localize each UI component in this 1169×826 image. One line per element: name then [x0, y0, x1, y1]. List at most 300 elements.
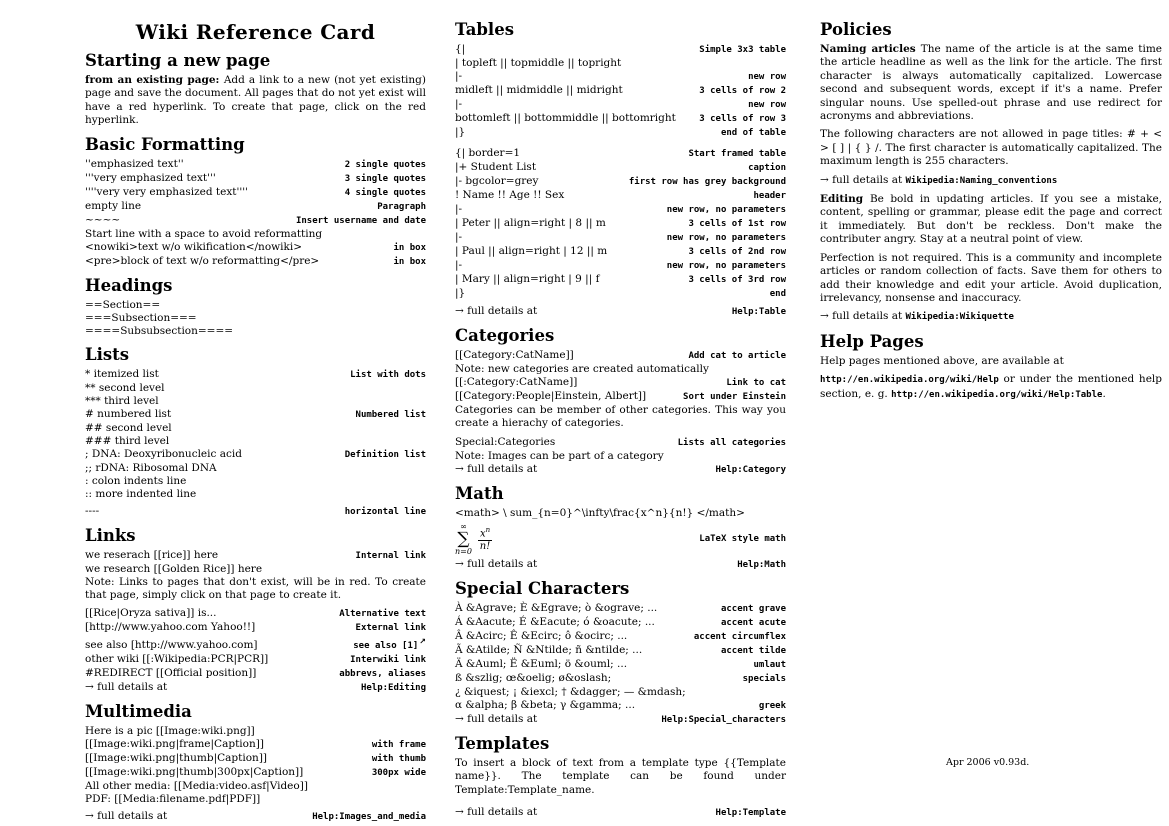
wiki-syntax: [[:Category:CatName]] [455, 376, 578, 388]
wiki-syntax: Á &Aacute; É &Eacute; ó &oacute; ... [455, 615, 655, 628]
row-label [694, 631, 786, 644]
wiki-syntax: [[Image:wiki.png|thumb|Caption]] [85, 752, 268, 765]
reference-row [85, 635, 426, 653]
reference-row [455, 616, 786, 630]
wiki-syntax: |- [455, 231, 463, 243]
reference-row [85, 422, 426, 435]
wiki-syntax: Ä &Auml; Ë &Euml; ö &ouml; ... [455, 657, 628, 670]
wiki-syntax: All other media: [[Media:video.asf|Video]] [85, 780, 308, 793]
row-label [372, 753, 426, 766]
wiki-syntax: ====Subsubsection==== [85, 324, 234, 337]
reference-row [85, 462, 426, 475]
wiki-syntax: → full details at [455, 305, 538, 317]
wiki-syntax: midleft || midmiddle || midright [455, 84, 623, 96]
wiki-syntax: |- [455, 70, 463, 82]
section-heading: Starting a new page [85, 51, 271, 70]
external-link-icon: ↗ [419, 637, 426, 647]
row-label [361, 682, 426, 695]
paragraph [820, 252, 1162, 306]
row-label [345, 159, 426, 172]
section-heading: Categories [455, 326, 555, 345]
row-label [748, 99, 786, 112]
reference-row [85, 186, 426, 200]
reference-row [455, 161, 786, 175]
reference-row [85, 448, 426, 462]
wiki-syntax: see also [http://www.yahoo.com] [85, 639, 258, 652]
reference-row [455, 70, 786, 84]
paragraph [455, 757, 786, 797]
wiki-syntax: |- [455, 203, 463, 215]
wiki-syntax: ;; rDNA: Ribosomal DNA [85, 461, 217, 474]
reference-row [455, 713, 786, 727]
row-label-text: Sort under Einstein [683, 392, 786, 402]
paragraph [85, 576, 426, 603]
row-label-text: new row, no parameters [666, 205, 786, 215]
section-heading: Tables [455, 20, 514, 39]
reference-row [455, 686, 786, 699]
section-heading: Templates [455, 733, 550, 753]
row-label [688, 148, 786, 161]
paragraph [820, 310, 1162, 324]
row-label-text: greek [758, 700, 786, 711]
wiki-syntax: ''emphasized text'' [85, 157, 184, 170]
reference-row [455, 390, 786, 404]
wiki-syntax: ; DNA: Deoxyribonucleic acid [85, 447, 242, 460]
wiki-syntax: #REDIRECT [[Official position]] [85, 667, 257, 680]
wiki-syntax: Â &Acirc; Ê &Ecirc; ô &ocirc; ... [455, 629, 628, 642]
reference-row [455, 558, 786, 572]
row-label-text: List with dots [350, 369, 426, 380]
math-formula-row [455, 523, 786, 556]
reference-row [455, 84, 786, 98]
reference-row [85, 653, 426, 667]
row-label-text: Help:Special_characters [661, 714, 786, 725]
wiki-syntax: | Mary || align=right | 9 || f [455, 273, 600, 285]
row-label [678, 437, 786, 450]
row-label [726, 377, 786, 390]
reference-row [455, 57, 786, 70]
row-label [377, 201, 426, 214]
row-label [296, 215, 426, 228]
row-label-text: umlaut [753, 659, 786, 670]
reference-row [455, 43, 786, 57]
wiki-syntax: [[Category:People|Einstein, Albert]] [455, 390, 647, 402]
version-stamp: Apr 2006 v0.93d. [946, 757, 1030, 768]
row-label-text: 3 cells of 1st row [688, 219, 786, 229]
row-label [372, 767, 426, 780]
sigma-symbol: ∑ [457, 528, 470, 549]
paragraph [455, 404, 786, 431]
wiki-syntax: Note: new categories are created automatically [455, 363, 709, 375]
row-label [345, 173, 426, 186]
row-label [345, 506, 426, 519]
wiki-syntax: PDF: [[Media:filename.pdf|PDF]] [85, 793, 261, 806]
row-label-text: Help:Template [715, 808, 786, 819]
text-run: Naming articles [820, 43, 921, 55]
reference-row [85, 488, 426, 501]
row-label [353, 635, 426, 653]
row-label-text: accent grave [720, 603, 786, 614]
wiki-syntax: | topleft || topmiddle || topright [455, 57, 622, 69]
row-label-text: new row [748, 100, 786, 110]
row-label-text: Add cat to article [688, 351, 786, 361]
row-label-text: 3 cells of row 3 [699, 114, 786, 124]
numerator-base: x [479, 528, 486, 540]
column-right [820, 20, 1162, 812]
wiki-syntax: [[Image:wiki.png|thumb|300px|Caption]] [85, 766, 304, 779]
wiki-syntax: α &alpha; β &beta; γ &gamma; ... [455, 698, 636, 711]
row-label [716, 464, 786, 477]
wiki-syntax: |- bgcolor=grey [455, 175, 539, 187]
reference-row [455, 287, 786, 301]
row-label-text: see also [1] [353, 641, 419, 652]
wiki-syntax: : colon indents line [85, 474, 187, 487]
reference-row [85, 408, 426, 422]
reference-row [85, 766, 426, 780]
reference-row [455, 363, 786, 376]
reference-row [455, 450, 786, 463]
reference-row [455, 376, 786, 390]
inline-code: http://en.wikipedia.org/wiki/Help [820, 375, 999, 386]
section-heading: Multimedia [85, 702, 192, 722]
reference-row [85, 752, 426, 766]
row-label [721, 645, 786, 658]
row-label [372, 739, 426, 752]
row-label-text: first row has grey background [628, 177, 786, 187]
wiki-syntax: ---- [85, 504, 100, 517]
wiki-syntax: empty line [85, 199, 142, 212]
section-heading: Links [85, 525, 136, 545]
row-label [350, 369, 426, 382]
text-run: Add a link to a new (not yet existing) page and save the document. All pages that do not yet exist will have a red hyperlink. To create that page, click on the red hyperlink. [85, 74, 426, 127]
row-label-text: new row, no parameters [666, 261, 786, 271]
summation [455, 523, 472, 556]
wiki-syntax: Ã &Atilde; Ñ &Ntilde; ñ &ntilde; ... [455, 643, 643, 656]
section-heading: Headings [85, 275, 173, 295]
reference-row [455, 602, 786, 616]
reference-row [85, 667, 426, 681]
wiki-syntax: {| [455, 43, 466, 55]
inline-code: http://en.wikipedia.org/wiki/Help:Table [891, 389, 1103, 400]
reference-row [455, 217, 786, 231]
row-label [699, 113, 786, 126]
reference-row [85, 738, 426, 752]
wiki-syntax: |- [455, 98, 463, 110]
row-label-text: LaTeX style math [699, 533, 786, 544]
reference-row [85, 563, 426, 576]
wiki-syntax: |- [455, 259, 463, 271]
row-label [688, 350, 786, 363]
row-label [699, 533, 786, 546]
reference-row [455, 349, 786, 363]
reference-row [85, 382, 426, 395]
row-label-text: 3 single quotes [344, 173, 426, 184]
page-title: Wiki Reference Card [135, 20, 376, 44]
reference-row [455, 175, 786, 189]
wiki-syntax: ==Section== [85, 298, 161, 311]
wiki-syntax: ! Name !! Age !! Sex [455, 189, 565, 201]
column-left [85, 20, 426, 824]
row-label-text: 4 single quotes [344, 187, 426, 198]
row-label-text: Help:Math [737, 559, 786, 570]
reference-row [85, 607, 426, 621]
reference-row [85, 681, 426, 695]
section-heading: Help Pages [820, 331, 924, 351]
row-label [667, 260, 786, 273]
reference-row [455, 305, 786, 319]
denominator: n! [479, 540, 491, 552]
row-label-text: Numbered list [355, 409, 426, 420]
text-run: or under the mentioned help section, e. g. [820, 373, 1162, 400]
row-label [667, 232, 786, 245]
row-label [753, 659, 786, 672]
row-label [393, 256, 426, 269]
row-label [393, 242, 426, 255]
wiki-syntax: → full details at [455, 806, 538, 819]
row-label-text: Help:Images_and_media [312, 812, 426, 823]
row-label-text: Insert username and date [295, 215, 426, 226]
row-label-text: with thumb [371, 754, 426, 765]
text-run: . [1102, 387, 1106, 400]
reference-row [455, 630, 786, 644]
reference-row [85, 368, 426, 382]
reference-row [85, 299, 426, 312]
row-label-text: Simple 3x3 table [699, 45, 786, 55]
reference-row [455, 463, 786, 477]
wiki-syntax: [http://www.yahoo.com Yahoo!!] [85, 621, 256, 634]
row-label [356, 550, 426, 563]
row-label [312, 811, 426, 824]
row-label [356, 622, 426, 635]
reference-row [85, 228, 426, 241]
reference-row [85, 158, 426, 172]
row-label [699, 44, 786, 57]
row-label-text: 3 cells of 2nd row [688, 247, 786, 257]
numerator-exponent: n [485, 526, 491, 535]
row-label-text: end of table [720, 128, 786, 138]
reference-row [455, 203, 786, 217]
wiki-syntax: [[Rice|Oryza sativa]] is... [85, 607, 217, 620]
wiki-syntax: Special:Categories [455, 435, 556, 448]
reference-row [455, 507, 786, 520]
reference-row [85, 325, 426, 338]
reference-row [85, 505, 426, 519]
wiki-syntax: * itemized list [85, 367, 159, 380]
row-label [688, 246, 786, 259]
row-label-text: in box [393, 256, 426, 267]
text-run: Perfection is not required. This is a community and incomplete articles or random collection of facts. Save them for others to add their knowledge and edit your article. Avoid duplication, irrelevancy, nonsense and inaccuracy. [820, 251, 1162, 304]
row-label [345, 187, 426, 200]
row-label [743, 673, 786, 686]
row-label [732, 306, 786, 319]
reference-row [85, 725, 426, 738]
row-label-text: Help:Table [731, 307, 786, 317]
wiki-syntax: → full details at [455, 712, 538, 725]
paragraph [85, 74, 426, 128]
wiki-syntax: Note: Images can be part of a category [455, 449, 664, 462]
reference-row [455, 273, 786, 287]
row-label [350, 654, 426, 667]
reference-row [455, 436, 786, 450]
row-label [688, 218, 786, 231]
row-label-text: in box [393, 242, 426, 253]
row-label-text: Link to cat [726, 378, 786, 388]
reference-row [455, 699, 786, 713]
wiki-syntax: ===Subsection=== [85, 311, 197, 324]
text-run: → full details at [820, 310, 906, 323]
row-label [339, 668, 426, 681]
text-run: Be bold in updating articles. If you see a mistake, content, spelling or grammar, please edit the page and correct it immediately. But don't be reckless. Don't make the contributer angry. Stay at a neutral point of view. [820, 193, 1163, 246]
wiki-syntax: ~~~~ [85, 213, 121, 226]
wiki-syntax: [[Category:CatName]] [455, 349, 574, 361]
row-label-text: Definition list [344, 449, 426, 460]
section-heading: Lists [85, 344, 130, 364]
reference-row [85, 312, 426, 325]
wiki-syntax: <nowiki>text w/o wikification</nowiki> [85, 240, 302, 253]
wiki-syntax: À &Agrave; È &Egrave; ò &ograve; ... [455, 601, 658, 614]
reference-row [455, 806, 786, 820]
row-label-text: accent acute [720, 617, 786, 628]
section-heading: Policies [820, 20, 892, 39]
row-label-text: Internal link [355, 550, 426, 561]
paragraph [820, 174, 1162, 188]
text-run: Editing [820, 193, 870, 206]
row-label [721, 617, 786, 630]
row-label [748, 71, 786, 84]
wiki-syntax: | Paul || align=right | 12 || m [455, 245, 608, 257]
row-label [753, 190, 786, 203]
reference-row [455, 189, 786, 203]
row-label-text: accent circumflex [693, 631, 786, 642]
paragraph [820, 373, 1162, 402]
reference-row [85, 241, 426, 255]
wiki-syntax: |+ Student List [455, 161, 537, 173]
text-run: To insert a block of text from a template type {{Template name}}. The template can be found under Template:Template_name. [455, 756, 786, 796]
wiki-syntax: → full details at [455, 557, 538, 570]
row-label-text: new row [748, 72, 786, 82]
wiki-syntax: <math> \ sum_{n=0}^\infty\frac{x^n}{n!} </math> [455, 506, 745, 519]
row-label-text: Alternative text [339, 609, 426, 620]
reference-row [85, 810, 426, 824]
row-label-text: 3 cells of row 2 [699, 86, 786, 96]
wiki-syntax: |} [455, 287, 466, 299]
wiki-syntax: *** third level [85, 394, 159, 407]
sum-upper-limit: ∞ [460, 521, 467, 531]
column-middle [455, 20, 786, 820]
row-label [683, 391, 786, 404]
row-label-text: new row, no parameters [666, 233, 786, 243]
numerator [478, 526, 492, 541]
wiki-syntax: :: more indented line [85, 487, 197, 500]
paragraph [820, 355, 1162, 368]
row-label-text: 3 cells of 3rd row [688, 275, 786, 285]
row-label-text: Help:Category [715, 464, 786, 475]
reference-row [85, 200, 426, 214]
row-label [759, 700, 786, 713]
row-label-text: accent tilde [720, 645, 786, 656]
reference-row [455, 112, 786, 126]
row-label [339, 608, 426, 621]
wiki-syntax: → full details at [85, 810, 168, 823]
reference-row [85, 255, 426, 269]
row-label-text: External link [355, 623, 426, 634]
row-label-text: Paragraph [377, 201, 426, 212]
wiki-syntax: ¿ &iquest; ¡ &iexcl; † &dagger; — &mdash; [455, 685, 686, 698]
wiki-syntax: |} [455, 126, 466, 138]
reference-row [85, 172, 426, 186]
wiki-syntax: → full details at [455, 462, 538, 475]
reference-row [455, 658, 786, 672]
section-heading: Math [455, 483, 504, 503]
row-label-text: with frame [371, 740, 426, 751]
reference-row [455, 245, 786, 259]
reference-row [85, 793, 426, 806]
wiki-syntax: '''very emphasized text''' [85, 171, 216, 184]
paragraph [820, 43, 1162, 123]
inline-code: Wikipedia:Naming_conventions [905, 175, 1058, 186]
wiki-syntax: ß &szlig; œ&oelig; ø&oslash; [455, 671, 612, 684]
reference-row [85, 549, 426, 563]
wiki-syntax: <pre>block of text w/o reformatting</pre> [85, 254, 320, 267]
row-label-text: header [753, 191, 786, 201]
wiki-syntax: → full details at [85, 681, 168, 694]
row-label [748, 162, 786, 175]
wiki-syntax: ''''very very emphasized text'''' [85, 185, 249, 198]
wiki-syntax: other wiki [[:Wikipedia:PCR|PCR]] [85, 653, 269, 666]
row-label-text: Interwiki link [350, 655, 426, 666]
fraction [478, 526, 492, 552]
paragraph [820, 128, 1162, 168]
wiki-syntax: ** second level [85, 381, 165, 394]
row-label-text: Lists all categories [677, 437, 786, 448]
row-label [721, 603, 786, 616]
row-label [667, 204, 786, 217]
row-label-text: abbrevs, aliases [339, 669, 426, 680]
reference-row [85, 214, 426, 228]
row-label-text: 300px wide [371, 768, 426, 779]
wiki-syntax: Start line with a space to avoid reformatting [85, 227, 323, 240]
row-label-text: Help:Editing [360, 683, 426, 694]
inline-code: Wikipedia:Wikiquette [905, 312, 1014, 323]
reference-row [455, 147, 786, 161]
sum-lower-limit: n=0 [455, 546, 472, 556]
text-run: The name of the article is at the same time the article headline as well as the link for the article. The first character is always automatically capitalized. Lowercase second and subsequent words, except if it's a name. Prefer singular nouns. Use spelled-out phrase and use redirect for acronyms and abbreviations. [820, 43, 1163, 123]
row-label [770, 288, 786, 301]
wiki-syntax: ### third level [85, 434, 170, 447]
row-label-text: 2 single quotes [344, 159, 426, 170]
reference-row [455, 126, 786, 140]
row-label [629, 176, 786, 189]
reference-row [455, 672, 786, 686]
wiki-syntax: we research [[Golden Rice]] here [85, 562, 263, 575]
reference-row [85, 395, 426, 408]
section-heading: Special Characters [455, 578, 630, 598]
wiki-syntax: [[Image:wiki.png|frame|Caption]] [85, 738, 264, 751]
reference-row [455, 259, 786, 273]
row-label [721, 127, 786, 140]
wiki-syntax: # numbered list [85, 407, 172, 420]
reference-row [85, 435, 426, 448]
paragraph [820, 193, 1162, 247]
reference-row [455, 231, 786, 245]
row-label [716, 807, 786, 820]
reference-row [85, 780, 426, 793]
text-run: Note: Links to pages that don't exist, will be in red. To create that page, simply click on that page to create it. [85, 575, 426, 602]
math-formula [455, 523, 492, 556]
row-label [345, 449, 426, 462]
spacer [455, 140, 786, 147]
row-label-text: end [769, 289, 786, 299]
